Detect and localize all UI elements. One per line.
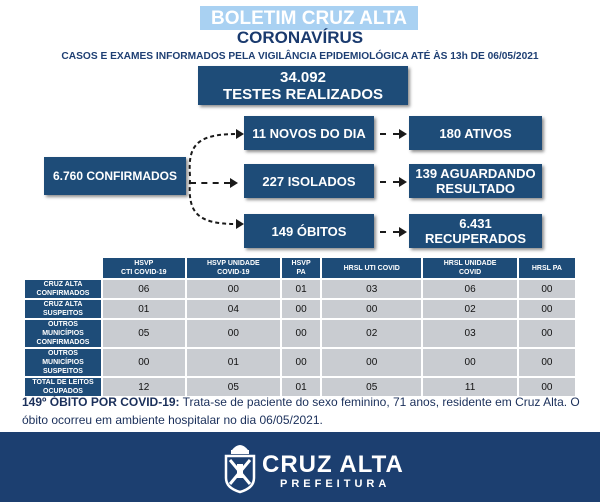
table-cell: 00 [519, 378, 575, 396]
table-cell: 00 [519, 280, 575, 298]
table-header-row [25, 258, 575, 278]
row-header-line2: CONFIRMADOS [36, 290, 90, 297]
column-header [322, 258, 421, 278]
table-cell: 00 [187, 280, 281, 298]
table-cell: 06 [103, 280, 185, 298]
table-cell: 00 [423, 349, 517, 376]
bulletin-title: BOLETIM CRUZ ALTA [200, 6, 418, 30]
arrowhead-isolated [230, 178, 238, 188]
recovered-box [409, 214, 542, 248]
column-header [519, 258, 575, 278]
column-header [282, 258, 320, 278]
awaiting-box [409, 164, 542, 198]
tests-value: 34.092 [280, 68, 326, 86]
tests-label: TESTES REALIZADOS [222, 85, 383, 103]
row-header-line1: TOTAL DE LEITOS [32, 379, 94, 386]
awaiting-line2: RESULTADO [436, 181, 515, 196]
city-crest-icon [222, 438, 258, 494]
confirmed-box: 6.760 CONFIRMADOS [44, 157, 186, 195]
tests-box [198, 66, 408, 105]
column-header-line1: HSVP [134, 260, 154, 267]
column-header-line1: HSVP UNIDADE [206, 260, 260, 267]
isolated-box: 227 ISOLADOS [244, 164, 374, 198]
table-cell: 00 [519, 300, 575, 318]
table-cell: 00 [322, 300, 421, 318]
table-cell: 00 [519, 320, 575, 347]
column-header-line2: CTI COVID-19 [121, 269, 167, 276]
table-cell: 00 [282, 320, 320, 347]
recovered-value: 6.431 [459, 216, 492, 231]
new-today-box: 11 NOVOS DO DIA [244, 116, 374, 150]
column-header [103, 258, 185, 278]
table-cell: 06 [423, 280, 517, 298]
beds-table [23, 256, 577, 398]
death-note-text: Trata-se de paciente do sexo feminino, 71 anos, residente em Cruz Alta. O óbito ocorreu em ambiente hospitalar no dia 06/05/2021. [22, 395, 580, 427]
column-header [423, 258, 517, 278]
arrow-to-awaiting [380, 181, 399, 183]
table-row [25, 320, 575, 347]
table-cell: 00 [282, 349, 320, 376]
death-note-heading: 149º ÓBITO POR COVID-19: [22, 395, 180, 409]
table-cell: 00 [322, 349, 421, 376]
table-cell: 01 [103, 300, 185, 318]
table-cell: 00 [519, 349, 575, 376]
table-cell: 01 [187, 349, 281, 376]
arrowhead-recovered [399, 227, 407, 237]
row-header-line2: CONFIRMADOS [36, 339, 90, 346]
table-row [25, 280, 575, 298]
arrow-to-recovered [380, 231, 399, 233]
awaiting-line1: 139 AGUARDANDO [415, 166, 536, 181]
active-box: 180 ATIVOS [409, 116, 542, 150]
recovered-label: RECUPERADOS [424, 231, 527, 246]
table-cell: 02 [423, 300, 517, 318]
bulletin-subtitle: CORONAVÍRUS [236, 28, 364, 47]
row-header [25, 320, 101, 347]
row-header-line2: SUSPEITOS [43, 368, 83, 375]
column-header-line2: COVID-19 [217, 269, 250, 276]
row-header-line1: OUTROS MUNICÍPIOS [42, 321, 84, 337]
table-cell: 00 [282, 300, 320, 318]
column-header-line2: COVID [459, 269, 482, 276]
branch-connector [180, 118, 250, 238]
table-cell: 02 [322, 320, 421, 347]
row-header-line1: CRUZ ALTA [43, 301, 83, 308]
arrow-to-active [380, 133, 399, 135]
column-header-line1: HRSL UTI COVID [343, 264, 400, 272]
row-header-line2: OCUPADOS [43, 388, 83, 395]
column-header-line1: HRSL UNIDADE [443, 260, 497, 267]
table-corner [25, 258, 101, 278]
table-cell: 12 [103, 378, 185, 396]
column-header-line2: PA [296, 269, 306, 276]
table-cell: 11 [423, 378, 517, 396]
table-cell: 05 [187, 378, 281, 396]
table-cell: 00 [103, 349, 185, 376]
column-header-line1: HRSL PA [531, 264, 562, 272]
table-cell: 03 [322, 280, 421, 298]
table-cell: 01 [282, 280, 320, 298]
arrow-to-isolated [190, 182, 230, 184]
table-cell: 05 [322, 378, 421, 396]
table-row [25, 300, 575, 318]
row-header-line2: SUSPEITOS [43, 310, 83, 317]
row-header [25, 280, 101, 298]
row-header [25, 349, 101, 376]
table-row [25, 349, 575, 376]
row-header-line1: OUTROS MUNICÍPIOS [42, 350, 84, 366]
report-info: CASOS E EXAMES INFORMADOS PELA VIGILÂNCIA EPIDEMIOLÓGICA ATÉ ÀS 13h DE 06/05/2021 [61, 51, 539, 62]
arrowhead-awaiting [399, 177, 407, 187]
row-header [25, 300, 101, 318]
table-cell: 00 [187, 320, 281, 347]
arrowhead-active [399, 129, 407, 139]
column-header-line1: HSVP [291, 260, 311, 267]
table-cell: 05 [103, 320, 185, 347]
table-cell: 01 [282, 378, 320, 396]
column-header [187, 258, 281, 278]
death-note [22, 393, 582, 429]
table-cell: 03 [423, 320, 517, 347]
brand-subtitle: PREFEITURA [280, 478, 391, 490]
table-cell: 04 [187, 300, 281, 318]
row-header-line1: CRUZ ALTA [43, 281, 83, 288]
deaths-box: 149 ÓBITOS [244, 214, 374, 248]
brand-name: CRUZ ALTA [262, 451, 404, 478]
